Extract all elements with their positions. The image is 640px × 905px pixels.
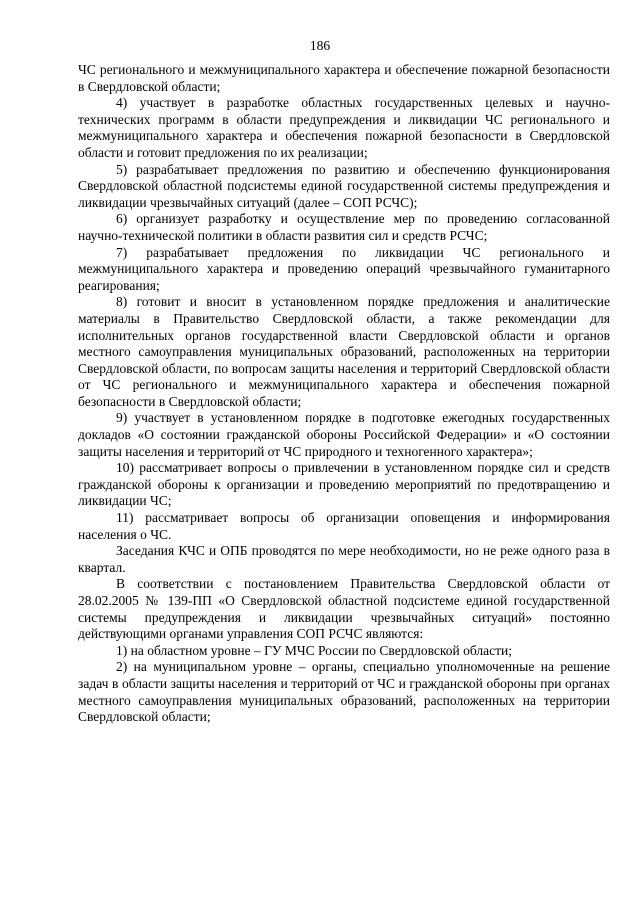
document-body xyxy=(78,62,610,726)
paragraph-item-7: 7) разрабатывает предложения по ликвидации ЧС регионального и межмуниципального характера и проведению операций чрезвычайного гуманитарного реагирования; xyxy=(78,244,610,293)
paragraph-meetings: Заседания КЧС и ОПБ проводятся по мере необходимости, но не реже одного раза в квартал. xyxy=(78,543,610,575)
paragraph-resolution: В соответствии с постановлением Правительства Свердловской области от 28.02.2005 № 139-ПП «О Свердловской областной подсистеме единой государственной системы предупреждения и ликвидации чрезвычайных ситуаций» постоянно действующими органами управления СОП РСЧС являются: xyxy=(78,576,610,642)
paragraph-item-11: 11) рассматривает вопросы об организации оповещения и информирования населения о ЧС. xyxy=(78,510,610,542)
paragraph-item-6: 6) организует разработку и осуществление мер по проведению согласованной научно-технической политики в области развития сил и средств РСЧС; xyxy=(78,211,610,243)
paragraph-item-8: 8) готовит и вносит в установленном порядке предложения и аналитические материалы в Правительство Свердловской области, а также рекомендации для исполнительных органов государственной власти Свердловской области и органов местного самоуправления муниципальных образований, расположенных на территории Свердловской области, по вопросам защиты населения и территорий Свердловской области от ЧС регионального и межмуниципального характера и обеспечения пожарной безопасности в Свердловской области; xyxy=(78,294,610,409)
paragraph-continuation: ЧС регионального и межмуниципального характера и обеспечение пожарной безопасности в Свердловской области; xyxy=(78,62,610,94)
paragraph-item-5: 5) разрабатывает предложения по развитию и обеспечению функционирования Свердловской областной подсистемы единой государственной системы предупреждения и ликвидации чрезвычайных ситуаций (далее – СОП РСЧС); xyxy=(78,161,610,210)
paragraph-item-10: 10) рассматривает вопросы о привлечении в установленном порядке сил и средств гражданской обороны к организации и проведению мероприятий по предотвращению и ликвидации ЧС; xyxy=(78,460,610,509)
paragraph-item-9: 9) участвует в установленном порядке в подготовке ежегодных государственных докладов «О состоянии гражданской обороны Российской Федерации» и «О состоянии защиты населения и территорий от ЧС природного и техногенного характера»; xyxy=(78,410,610,459)
paragraph-item-4: 4) участвует в разработке областных государственных целевых и научно-технических программ в области предупреждения и ликвидации ЧС регионального и межмуниципального характера и обеспечения пожарной безопасности в Свердловской области и готовит предложения по их реализации; xyxy=(78,95,610,160)
page-number: 186 xyxy=(309,38,331,53)
paragraph-level-2: 2) на муниципальном уровне – органы, специально уполномоченные на решение задач в области защиты населения и территорий от ЧС и гражданской обороны при органах местного самоуправления муниципальных образований, расположенных на территории Свердловской области; xyxy=(78,659,610,725)
paragraph-level-1: 1) на областном уровне – ГУ МЧС России по Свердловской области; xyxy=(116,642,513,658)
